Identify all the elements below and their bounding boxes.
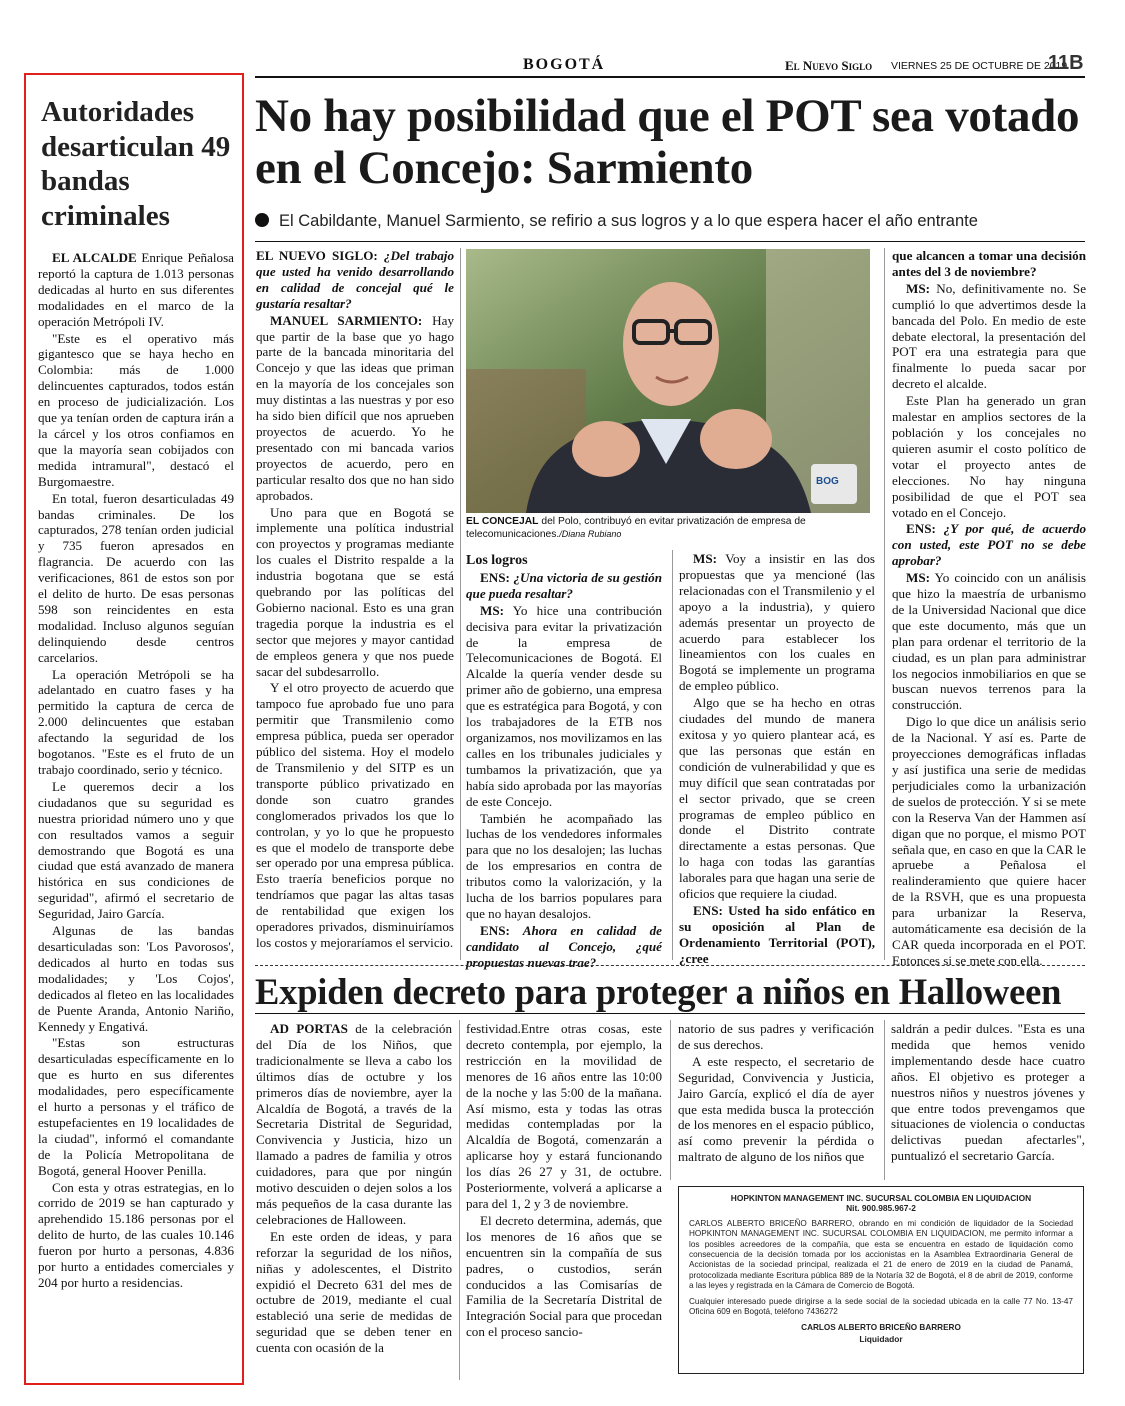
halloween-article-title: Expiden decreto para proteger a niños en Halloween xyxy=(255,971,1062,1012)
main-article-subtitle: El Cabildante, Manuel Sarmiento, se refirio a sus logros y a lo que espera hacer el año entrante xyxy=(255,212,1095,231)
main-col-4 xyxy=(892,248,1086,968)
column-rule xyxy=(459,1020,460,1380)
section-name: BOGOTÁ xyxy=(523,56,606,73)
section-heading: Los logros xyxy=(466,553,528,568)
photo-sign-text: BOG xyxy=(816,476,839,487)
question: ENS: ¿Y por qué, de acuerdo con usted, este POT no se debe aprobar? xyxy=(892,521,1086,569)
answer: MS: Voy a insistir en las dos propuestas que ya mencioné (las relacionadas con el Transmilenio y el apoyo a la industria), y quiero además presentar un proyecto de acuerdo para establecer los lineamientos con los cuales en Bogotá se implemente un programa de empleo público. xyxy=(679,551,875,694)
notice-signer: CARLOS ALBERTO BRICEÑO BARRERO xyxy=(801,1323,961,1333)
answer: MS: No, definitivamente no. Se cumplió lo que advertimos desde la bancada del Polo. En medio de este debate electoral, la presentación del POT era una estrategia para que finalmente lo pueda sacar por decreto el alcalde. xyxy=(892,280,1086,392)
halloween-col-1 xyxy=(256,1021,452,1381)
paragraph: Digo lo que dice un análisis serio de la Nacional. Y así es. Parte de proyecciones demográficas infladas y así justifica una serie de medidas perjudiciales como la urbanización de suelos de protección. Y si se mete con la Reserva Van der Hammen así digan que no porque, el mismo POT señala que, en caso en que la CAR le apruebe a Peñalosa el realinderamiento que quiere hacer de la RSVH, que es una propuesta para urbanizar la Reserva, automáticamente esa decisión de la CAR queda incorporada en el POT. Entonces si se mete con ella. xyxy=(892,714,1086,968)
page-number: 11B xyxy=(1048,52,1084,74)
question: ENS: ¿Una victoria de su gestión que pueda resaltar? xyxy=(466,569,662,601)
paragraph: Algo que se ha hecho en otras ciudades del mundo de manera exitosa y yo quiero plantear acá, es que las personas que están en condición de vulnerabilidad y que es muy difícil que sean contratadas por el sector privado, que se creen programas de empleo público en donde el Distrito contrate directamente a estas personas. Que lo haga con todas las garantías laborales para que hagan una serie de oficios que requiere la ciudad. xyxy=(679,695,875,902)
left-paragraph: EL ALCALDE Enrique Peñalosa reportó la captura de 1.013 personas dedicadas al hurto en sus diferentes modalidades en el marco de la operación Metrópoli IV. xyxy=(38,250,234,329)
question: EL NUEVO SIGLO: ¿Del trabajo que usted ha venido desarrollando en calidad de concejal qué le gustaría resaltar? xyxy=(256,248,454,311)
paragraph: En este orden de ideas, y para reforzar la seguridad de los niños, niñas y adolescentes, el Distrito expidió el Decreto 631 del mes de octubre de 2019, mediante el cual estableció una serie de medidas de seguridad que se deben tener en cuenta con ocasión de la xyxy=(256,1228,452,1356)
paragraph: Uno para que en Bogotá se implemente una política industrial con proyectos y programas mediante los cuales el Distrito respalde a la industria bogotana que se está quebrando por las políticas del Gobierno nacional. Esto es una gran tragedia porque la industria es el sector que mejores y mayor cantidad de empleos genera y que nos puede sacar del subdesarrollo. xyxy=(256,504,454,679)
divider xyxy=(255,241,1085,242)
photo-caption: EL CONCEJAL del Polo, contribuyó en evitar privatización de empresa de telecomunicaciones./Diana Rubiano xyxy=(466,516,806,540)
photo-illustration xyxy=(466,249,870,513)
column-rule xyxy=(884,248,885,960)
notice-nit: Nit. 900.985.967-2 xyxy=(846,1203,916,1214)
left-paragraph: "Este es el operativo más gigantesco que se haya hecho en Colombia: más de 1.000 delincuentes capturados, todos están en proceso de judicialización. Los que ya tenían orden de captura irán a la cárcel y los otros confiamos en que la mayoría sean cobijados con medida intramural", destacó el Burgomaestre. xyxy=(38,330,234,489)
main-col-2 xyxy=(466,551,662,970)
column-rule xyxy=(884,1020,885,1180)
question-continued: que alcancen a tomar una decisión antes del 3 de noviembre? xyxy=(892,248,1086,279)
left-paragraph: En total, fueron desarticuladas 49 bandas criminales. De los capturados, 278 tenían orden judicial y 735 fueron apresados en flagrancia. De acuerdo con las verificaciones, 861 de estos son por el delito de hurto. De esas personas 598 son reincidentes en esta modalidad. Incluso algunos seguían delinquiendo desde centros carcelarios. xyxy=(38,490,234,665)
paragraph: También he acompañado las luchas de los vendedores informales para que no los desalojen; las luchas de los empresarios en contra de tributos como la valorización, y la lucha de los barrios populares para que no hayan desalojos. xyxy=(466,810,662,921)
answer: MS: Yo hice una contribución decisiva para evitar la privatización de la empresa de Telecomunicaciones de Bogotá. El Alcalde la quería vender desde su primer año de gobierno, una empresa que es estratégica para Bogotá, y con los trabajadores de la ETB nos organizamos, nos movilizamos en las calles en los tribunales judiciales y tumbamos la privatización, que ya había sido aprobada por las mayorías de este Concejo. xyxy=(466,602,662,809)
halloween-col-4 xyxy=(891,1021,1085,1181)
paragraph: saldrán a pedir dulces. "Esta es una medida que hemos venido implementando desde hace cuatro años. El objetivo es proteger a nuestros niños y nuestros jóvenes y que entre todos prevengamos que situaciones de violencia o conductas delictivas puedan afectarles", puntualizó el secretario García. xyxy=(891,1021,1085,1164)
left-paragraph: Con esta y otras estrategias, en lo corrido de 2019 se han capturado y aprehendido 15.186 personas por el delito de hurto, de las cuales 10.146 fueron por hurto a personas, 4.836 por hurto a entidades comerciales y 204 por hurto a residencias. xyxy=(38,1179,234,1290)
main-article-title: No hay posibilidad que el POT sea votado en el Concejo: Sarmiento xyxy=(255,90,1080,194)
photo-credit: /Diana Rubiano xyxy=(559,529,622,539)
notice-role: Liquidador xyxy=(859,1333,903,1344)
column-rule xyxy=(460,248,461,960)
column-rule xyxy=(672,550,673,960)
councilman-photo xyxy=(466,249,870,513)
answer: MS: Yo coincido con un análisis que hizo la maestría de urbanismo de la Universidad Nacional que dice que este documento, más que un plan para ordenar el territorio de la ciudad, es un plan para administrar los negocios inmobiliarios en que se buscan nuevos terrenos para la construcción. xyxy=(892,570,1086,713)
divider xyxy=(255,1013,1085,1014)
paragraph: A este respecto, el secretario de Seguridad, Convivencia y Justicia, Jairo García, explicó el día de ayer que esta medida busca la protección de los menores en el espacio público, así como prevenir la pérdida o maltrato de alguno de los niños que xyxy=(678,1053,874,1165)
paragraph: AD PORTAS de la celebración del Día de los Niños, que tradicionalmente se lleva a cabo los últimos días de octubre y los primeros días de noviembre, ayer la Alcaldía de Bogotá, a través de la Secretaria Distrital de Seguridad, Convivencia y Justicia, hizo un llamado a padres de familia y otros cuidadores, para que por ningún motivo descuiden o dejen solos a los más pequeños de la casa durante las celebraciones de Halloween. xyxy=(256,1021,452,1227)
question: ENS: Ahora en calidad de candidato al Concejo, ¿qué propuestas nuevas trae? xyxy=(466,922,662,970)
paragraph: Este Plan ha generado un gran malestar en amplios sectores de la población y los concejales no quieren asumir el costo político de votar el proyecto antes de elecciones. No hay ninguna posibilidad de que el POT sea votado en el Concejo. xyxy=(892,393,1086,520)
paragraph: Y el otro proyecto de acuerdo que tampoco fue aprobado fue uno para permitir que Transmilenio como empresa pública, pueda ser operador público del sistema. Hoy el modelo de Transmilenio y del SITP es un transporte público privatizado en donde son cuatro grandes conglomerados privados los que lo controlan, y yo lo que he propuesto es que el modelo de transporte debe ser operado por una empresa pública. Esto traería beneficios porque no tendríamos que pagar las altas tasas de rentabilidad que exigen los operadores privados, disminuiríamos los costos y mejoraríamos el servicio. xyxy=(256,680,454,950)
halloween-col-3 xyxy=(678,1021,874,1181)
notice-contact: Cualquier interesado puede dirigirse a la sede social de la sociedad ubicada en la calle 77 No. 13-47 Oficina 609 en Bogotá, teléfono 7436272 xyxy=(689,1296,1073,1317)
left-paragraph: "Estas son estructuras desarticuladas específicamente en lo que es hurto en sus diferentes modalidades, pero específicamente el hurto a personas y el tráfico de estupefacientes en 19 localidades de la ciudad", informó el comandante de la Policía Metropolitana de Bogotá, general Hoover Penilla. xyxy=(38,1035,234,1178)
bullet-icon xyxy=(255,213,269,227)
newspaper-name: El Nuevo Siglo xyxy=(785,58,873,73)
halloween-col-2 xyxy=(466,1021,662,1381)
paragraph: El decreto determina, además, que los menores de 16 años que se encuentren sin la compañía de sus padres, o custodios, serán conducidos a las Comisarías de Familia de la Secretaría Distrital de Integración Social para que procedan con el proceso sancio- xyxy=(466,1212,662,1340)
main-col-1 xyxy=(256,248,454,960)
column-rule xyxy=(670,1020,671,1180)
main-col-3 xyxy=(679,551,875,966)
answer: MANUEL SARMIENTO: Hay que partir de la base que yo hago parte de la bancada minoritaria del Concejo y que las ideas que priman en la mayoría de los concejales son muy distintas a las nuestras y por eso ha sido bien difícil que nos aprueben proyectos de acuerdo. Yo he presentado con mi bancada varios proyectos de acuerdo, pero en particular resalto dos que no han sido aprobados. xyxy=(256,312,454,503)
left-paragraph: La operación Metrópoli se ha adelantado en cuatro fases y ha permitido la captura de cerca de 2.000 delincuentes que estaban afectando la seguridad de los bogotanos. "Este es el fruto de un trabajo coordinado, serio y técnico. xyxy=(38,666,234,777)
legal-notice xyxy=(678,1186,1084,1374)
divider xyxy=(255,965,1085,966)
left-paragraph: Algunas de las bandas desarticuladas son: 'Los Pavorosos', dedicados al hurto en todas sus modalidades; y 'Los Cojos', dedicados al fleteo en las localidades de Puente Aranda, Antonio Nariño, Kennedy y Engativá. xyxy=(38,923,234,1034)
notice-body: CARLOS ALBERTO BRICEÑO BARRERO, obrando en mi condición de liquidador de la Sociedad HOPKINTON MANAGEMENT INC. SUCURSAL COLOMBIA EN LIQUIDACION, me permito informar a los posibles acreedores de la compañía, que esta se encuentra en estado de liquidación como consecuencia de la decisión tomada por los accionistas en la Asamblea Extraordinaria General de Accionistas de la sociedad principal, realizada el 21 de enero de 2019 en la ciudad de Panamá, protocolizada mediante Escritura pública 889 de la Notaría 32 de Bogotá, el 8 de abril de 2019, conforme a las leyes y registrada en la Cámara de Comercio de Bogotá. xyxy=(689,1218,1073,1291)
left-article-title: Autoridades desarticulan 49 bandas criminales xyxy=(41,96,231,232)
issue-date: VIERNES 25 DE OCTUBRE DE 2019 xyxy=(891,60,1068,72)
page-header xyxy=(255,48,1085,78)
left-paragraph: Le queremos decir a los ciudadanos que su seguridad es nuestra prioridad número uno y que con resultados vamos a seguir demostrando que Bogotá es una ciudad que está avanzado de manera histórica en sus condiciones de seguridad", afirmó el secretario de Seguridad, Jairo García. xyxy=(38,778,234,922)
paragraph: festividad.Entre otras cosas, este decreto contempla, por ejemplo, la restricción en la movilidad de menores de 16 años entre las 10:00 de la noche y las 5:00 de la mañana. Así mismo, esta y todas las otras medidas contempladas por la Alcaldía de Bogotá, comenzarán a aplicarse hoy y estará funcionando los días 26 27 y 31, de octubre. Posteriormente, volverá a aplicarse a para del 1, 2 y 3 de noviembre. xyxy=(466,1021,662,1211)
paragraph: natorio de sus padres y verificación de sus derechos. xyxy=(678,1021,874,1052)
left-article-body xyxy=(38,250,234,1380)
question: ENS: Usted ha sido enfático en su oposición al Plan de Ordenamiento Territorial (POT), ¿cree xyxy=(679,902,875,966)
notice-heading: HOPKINTON MANAGEMENT INC. SUCURSAL COLOMBIA EN LIQUIDACION xyxy=(730,1193,1032,1203)
